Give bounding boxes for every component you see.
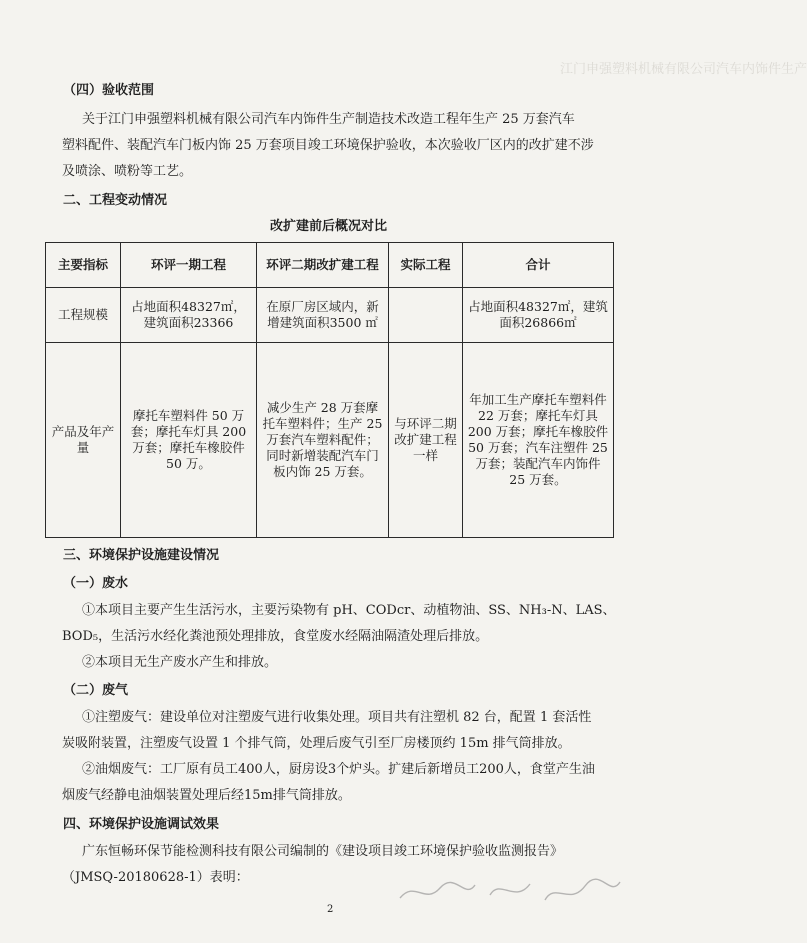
bleed-through-text: 江门申强塑料机械有限公司汽车内饰件生产: [560, 62, 807, 77]
header-cell: 实际工程: [389, 243, 463, 288]
scope-paragraph-line: 塑料配件、装配汽车门板内饰 25 万套项目竣工环境保护验收，本次验收厂区内的改扩建不涉: [62, 138, 594, 153]
header-cell: 主要指标: [46, 243, 121, 288]
handwritten-signature: [395, 870, 625, 910]
subheading-wastewater: （一）废水: [63, 576, 129, 591]
results-paragraph-line: （JMSQ-20180628-1）表明：: [62, 870, 249, 885]
page-number: 2: [327, 904, 334, 915]
phase2-cell: 减少生产 28 万套摩托车塑料件；生产 25 万套汽车塑料配件；同时新增装配汽车门板内饰 25 万套。: [257, 343, 389, 538]
table-row: [46, 343, 614, 538]
exhaust-item-line: ②油烟废气：工厂原有员工400人，厨房设3个炉头。扩建后新增员工200人，食堂产生油: [82, 762, 595, 777]
results-paragraph-line: 广东恒畅环保节能检测科技有限公司编制的《建设项目竣工环境保护验收监测报告》: [82, 844, 564, 859]
scope-paragraph-line: 关于江门申强塑料机械有限公司汽车内饰件生产制造技术改造工程年生产 25 万套汽车: [82, 112, 575, 127]
actual-cell: 与环评二期改扩建工程一样: [389, 343, 463, 538]
exhaust-item-line: 烟废气经静电油烟装置处理后经15m排气筒排放。: [62, 788, 351, 803]
phase2-cell: 在原厂房区域内，新增建筑面积3500 ㎡: [257, 288, 389, 343]
table-header-row: [46, 243, 614, 288]
exhaust-item-line: ①注塑废气：建设单位对注塑废气进行收集处理。项目共有注塑机 82 台，配置 1 套活性: [82, 710, 592, 725]
section-heading-scope: （四）验收范围: [63, 83, 155, 98]
row-label: 产品及年产量: [46, 343, 121, 538]
total-cell: 年加工生产摩托车塑料件 22 万套；摩托车灯具 200 万套；摩托车橡胶件 50 万套；汽车注塑件 25 万套；装配汽车内饰件 25 万套。: [463, 343, 614, 538]
phase1-cell: 占地面积48327㎡，建筑面积23366: [121, 288, 257, 343]
section-heading-results: 四、环境保护设施调试效果: [63, 817, 220, 832]
header-cell: 环评一期工程: [121, 243, 257, 288]
total-cell: 占地面积48327㎡，建筑面积26866㎡: [463, 288, 614, 343]
section-heading-changes: 二、工程变动情况: [63, 193, 168, 208]
table-caption: 改扩建前后概况对比: [270, 219, 388, 234]
header-cell: 合计: [463, 243, 614, 288]
phase1-cell: 摩托车塑料件 50 万套；摩托车灯具 200 万套；摩托车橡胶件 50 万。: [121, 343, 257, 538]
actual-cell: [389, 288, 463, 343]
row-label: 工程规模: [46, 288, 121, 343]
wastewater-item-line: ①本项目主要产生生活污水，主要污染物有 pH、CODcr、动植物油、SS、NH₃-N、LAS、: [82, 603, 616, 618]
comparison-table: [45, 242, 614, 538]
wastewater-item-line: BOD₅，生活污水经化粪池预处理排放，食堂废水经隔油隔渣处理后排放。: [62, 629, 489, 644]
subheading-exhaust: （二）废气: [63, 683, 129, 698]
table-row: [46, 288, 614, 343]
wastewater-item-line: ②本项目无生产废水产生和排放。: [82, 655, 278, 670]
exhaust-item-line: 炭吸附装置，注塑废气设置 1 个排气筒，处理后废气引至厂房楼顶约 15m 排气筒排放。: [62, 736, 571, 751]
scope-paragraph-line: 及喷涂、喷粉等工艺。: [62, 164, 193, 179]
header-cell: 环评二期改扩建工程: [257, 243, 389, 288]
section-heading-facilities: 三、环境保护设施建设情况: [63, 548, 220, 563]
